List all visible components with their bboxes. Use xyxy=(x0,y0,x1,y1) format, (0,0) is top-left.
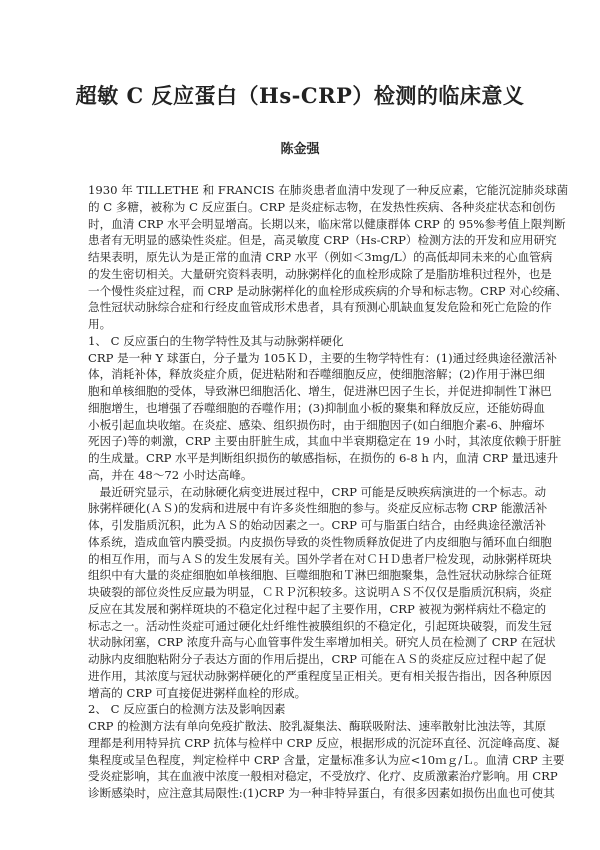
text-line: 块破裂的部位炎性反应最为明显，ＣＲＰ沉积较多。这说明ＡＳ不仅仅是脂质沉积病，炎症 xyxy=(88,585,552,599)
text-line: 1930 年 TILLETHE 和 FRANCIS 在肺炎患者血清中发现了一种反应素，它能沉淀肺炎球菌 xyxy=(88,183,569,197)
text-line: 的相互作用，而与ＡＳ的发生发展有关。国外学者在对ＣＨＤ患者尸检发现，动脉粥样斑块 xyxy=(88,551,552,566)
text-line: 组织中有大量的炎症细胞如单核细胞、巨噬细胞和Ｔ淋巴细胞聚集，急性冠状动脉综合征斑 xyxy=(88,568,552,583)
text-line: 诊断感染时，应注意其局限性:(1)CRP 为一种非特异蛋白，有很多因素如损伤出血也可使其 xyxy=(88,786,555,800)
text-line: 小板引起血块收缩。在炎症、感染、组织损伤时，由于细胞因子(如白细胞介素-6、肿瘤坏 xyxy=(88,417,545,432)
text-line: 高，并在 48～72 小时达高峰。 xyxy=(88,467,253,482)
text-line: 的发生密切相关。大量研究资料表明，动脉粥样化的血栓形成除了是脂肪堆积过程外，也是 xyxy=(88,266,552,281)
text-line: CRP 是一种 Y 球蛋白，分子量为 105ＫＤ，主要的生物学特性有：(1)通过经典途径激活补 xyxy=(88,350,557,365)
text-line: 最近研究显示，在动脉硬化病变进展过程中，CRP 可能是反映疾病演进的一个标志。动 xyxy=(88,484,547,499)
text-line: 用。 xyxy=(88,317,112,331)
text-line: 理都是利用特异抗 CRP 抗体与检样中 CRP 反应，根据形成的沉淀环直径、沉淀峰高度、凝 xyxy=(88,735,560,750)
text-line: 2、 C 反应蛋白的检测方法及影响因素 xyxy=(88,702,286,717)
text-line: 状动脉闭塞，CRP 浓度升高与心血管事件发生率增加相关。研究人员在检测了 CRP 在冠状 xyxy=(88,635,556,650)
text-line: CRP 的检测方法有单向免疫扩散法、胶乳凝集法、酶联吸附法、速率散射比浊法等，其原 xyxy=(88,719,547,733)
text-line: 胞和单核细胞的受体，导致淋巴细胞活化、增生，促进淋巴因子生长，并促进抑制性Ｔ淋巴 xyxy=(88,384,552,398)
text-line: 死因子)等的刺激，CRP 主要由肝脏生成，其血中半衰期稳定在 19 小时，其浓度依赖于肝脏 xyxy=(88,434,562,449)
text-line: 的生成量。CRP 水平是判断组织损伤的敏感指标，在损伤的 6-8 h 内，血清 CRP 量迅速升 xyxy=(88,451,559,465)
author-name: 陈金强 xyxy=(280,142,320,157)
text-line: 标志之一。活动性炎症可通过硬化灶纤维性被膜组织的不稳定化，引起斑块破裂，而发生冠 xyxy=(88,618,552,633)
text-line: 反应在其发展和粥样斑块的不稳定化过程中起了主要作用，CRP 被视为粥样病灶不稳定的 xyxy=(88,601,547,616)
text-line: 患者有无明显的感染性炎症。但是，高灵敏度 CRP（Hs-CRP）检测方法的开发和应用研究 xyxy=(88,233,557,248)
text-line: 进作用，其浓度与冠状动脉粥样硬化的严重程度呈正相关。更有相关报告指出，因各种原因 xyxy=(88,668,552,683)
text-line: 体，消耗补体，释放炎症介质，促进粘附和吞噬细胞反应，使细胞溶解；(2)作用于淋巴细 xyxy=(88,367,545,382)
text-line: 动脉内皮细胞粘附分子表达方面的作用后提出，CRP 可能在ＡＳ的炎症反应过程中起了促 xyxy=(88,652,547,666)
text-line: 时，血清 CRP 水平会明显增高。长期以来，临床常以健康群体 CRP 的 95%参考值上限判断 xyxy=(88,216,566,231)
document-title: 超敏 C 反应蛋白（Hs-CRP）检测的临床意义 xyxy=(75,83,525,108)
text-line: 一个慢性炎症过程，而 CRP 是动脉粥样化的血栓形成疾病的介导和标志物。CRP 对心绞痛、 xyxy=(88,283,568,298)
text-line: 结果表明，原先认为是正常的血清 CRP 水平（例如＜3mg/L）的高低却同未来的心血管病 xyxy=(88,250,553,264)
document-body xyxy=(88,182,569,802)
text-line: 急性冠状动脉综合症和行经皮血管成形术患者，具有预测心肌缺血复发危险和死亡危险的作 xyxy=(88,300,552,315)
text-line: 的 C 多糖，被称为 C 反应蛋白。CRP 是炎症标志物，在发热性疾病、各种炎症状态和创伤 xyxy=(88,199,556,214)
text-line: 细胞增生，也增强了吞噬细胞的吞噬作用；(3)抑制血小板的聚集和释放反应，还能妨碍血 xyxy=(88,400,545,415)
text-line: 脉粥样硬化(ＡＳ)的发病和进展中有许多炎性细胞的参与。炎症反应标志物 CRP 能激活补 xyxy=(88,501,548,516)
text-line: 集程度或呈色程度，判定检样中 CRP 含量，定量标准多认为应<10ｍｇ/Ｌ。血清 CRP 主要 xyxy=(88,752,565,767)
text-line: 体，引发脂质沉积，此为ＡＳ的始动因素之一。CRP 可与脂蛋白结合，由经典途径激活补 xyxy=(88,518,547,532)
text-line: 增高的 CRP 可直接促进粥样血栓的形成。 xyxy=(88,685,307,700)
text-line: 体系统，造成血管内膜受损。内皮损伤导致的炎性物质释放促进了内皮细胞与循环血白细胞 xyxy=(88,534,552,549)
text-line: 受炎症影响，其在血液中浓度一般相对稳定，不受放疗、化疗、皮质激素治疗影响。用 CRP xyxy=(88,769,558,784)
text-line: 1、 C 反应蛋白的生物学特性及其与动脉粥样硬化 xyxy=(88,333,344,348)
